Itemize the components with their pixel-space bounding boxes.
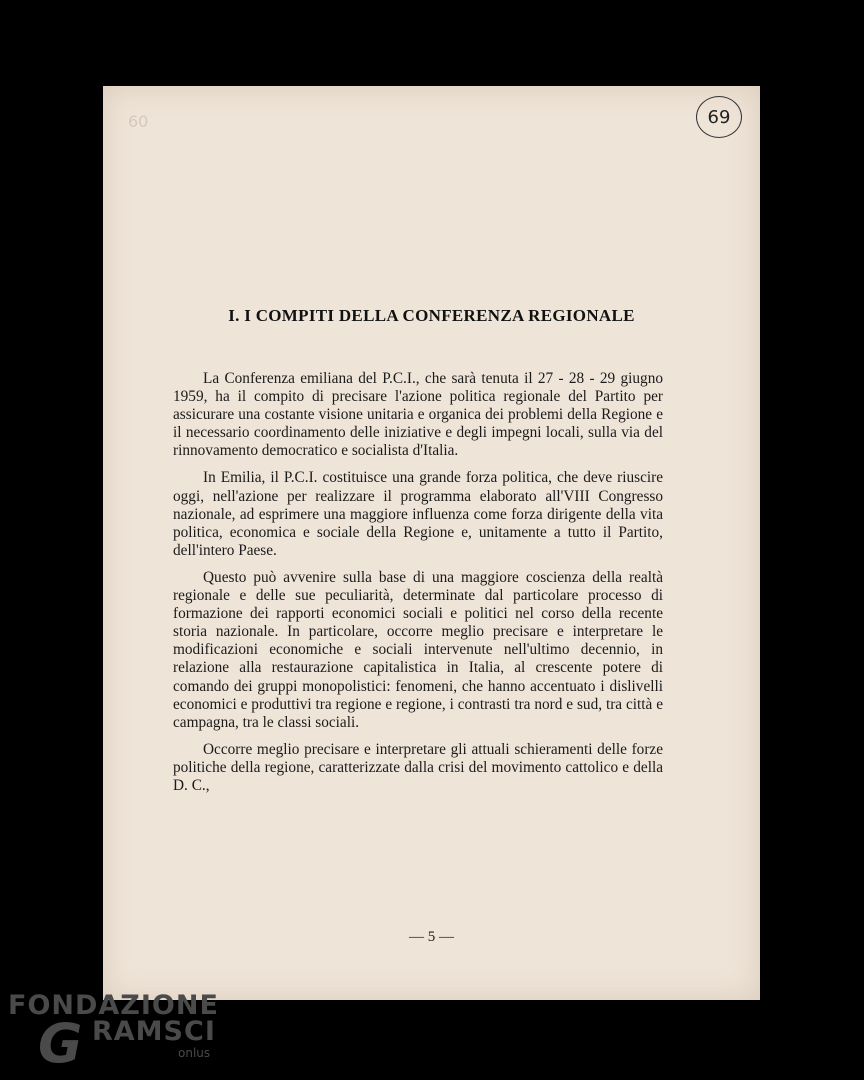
page-number: — 5 —	[409, 929, 454, 945]
paragraph-3: Questo può avvenire sulla base di una maggiore coscienza della realtà regionale e delle sue peculiarità, determinate dal particolare processo di formazione dei rapporti economici sociali e politici nel corso della recente storia nazionale. In particolare, occorre meglio precisare e interpretare le modificazioni economiche e sociali intervenute nell'ultimo decennio, in relazione alla restaurazione capitalistica in Italia, al crescente potere di comando dei gruppi monopolistici: fenomeni, che hanno accentuato i dislivelli economici e produttivi tra regione e regione, i contrasti tra nord e sud, tra città e campagna, tra le classi sociali.	[173, 568, 663, 731]
logo-onlus: onlus	[178, 1046, 211, 1060]
paragraph-4: Occorre meglio precisare e interpretare gli attuali schieramenti delle forze politiche della regione, caratterizzate dalla crisi del movimento cattolico e della D. C.,	[173, 740, 663, 794]
fondazione-gramsci-logo	[4, 984, 219, 1075]
body-text	[173, 370, 663, 804]
faint-page-number: 60	[128, 112, 149, 131]
logo-line-2: RAMSCI	[92, 1016, 216, 1047]
paragraph-1: La Conferenza emiliana del P.C.I., che sarà tenuta il 27 - 28 - 29 giugno 1959, ha il compito di precisare l'azione politica regionale del Partito per assicurare una costante visione unitaria e organica dei problemi della Regione e il necessario coordinamento delle iniziative e degli impegni locali, sulla via del rinnovamento democratico e socialista d'Italia.	[173, 370, 663, 460]
handwritten-page-number: 69	[696, 96, 742, 138]
section-heading: I. I COMPITI DELLA CONFERENZA REGIONALE	[228, 306, 635, 325]
logo-line-1: FONDAZIONE	[8, 990, 219, 1021]
paragraph-2: In Emilia, il P.C.I. costituisce una grande forza politica, che deve riuscire oggi, nell'azione per realizzare il programma elaborato all'VIII Congresso nazionale, ad esprimere una maggiore influenza come forza dirigente della vita politica, economica e sociale della Regione e, unitamente a tutto il Partito, dell'intero Paese.	[173, 469, 663, 559]
logo-g-letter: G	[38, 1012, 83, 1075]
